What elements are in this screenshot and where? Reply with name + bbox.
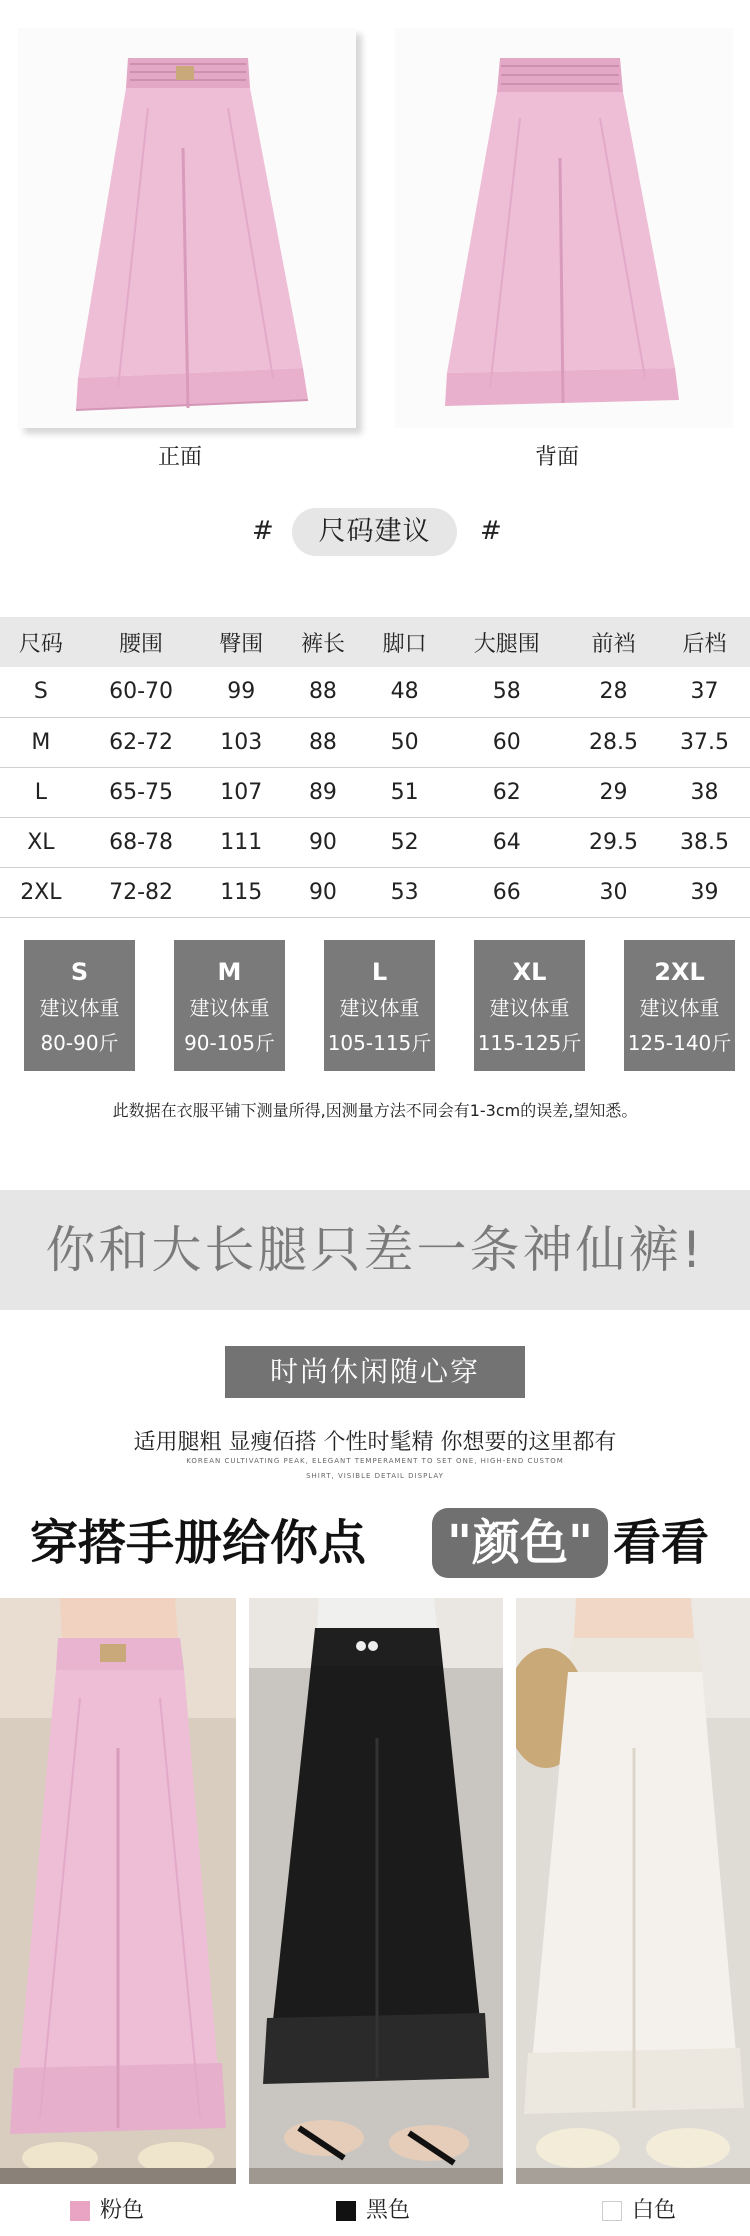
table-cell: 89 (308, 779, 337, 805)
weight-box-2xl (624, 940, 735, 1071)
table-row (0, 817, 750, 867)
table-cell: 38 (690, 779, 719, 805)
table-cell: 50 (390, 729, 419, 755)
style-tiny-text: SHIRT, VISIBLE DETAIL DISPLAY (306, 1472, 444, 1480)
table-cell: 88 (308, 729, 337, 755)
table-cell: L (34, 779, 47, 805)
style-description: 适用腿粗 显瘦佰搭 个性时髦精 你想要的这里都有 (133, 1430, 617, 1455)
slogan-banner: 你和大长腿只差一条神仙裤! (0, 1190, 750, 1310)
table-cell: 29 (599, 779, 628, 805)
white-chip (602, 2201, 622, 2221)
table-cell: 88 (308, 679, 337, 705)
black-model-photo (249, 1598, 503, 2184)
table-cell: 58 (492, 679, 521, 705)
swatch-label: 黑色 (366, 2198, 411, 2223)
weight-box-l (324, 940, 435, 1071)
weight-size: 2XL (654, 958, 705, 986)
table-cell: 53 (390, 879, 419, 905)
weight-size: XL (512, 958, 547, 986)
weight-size: S (70, 958, 89, 986)
weight-range: 115-125斤 (477, 1031, 582, 1055)
table-cell: M (31, 729, 51, 755)
style-tag: 时尚休闲随心穿 (225, 1346, 525, 1398)
front-view-label: 正面 (157, 445, 202, 470)
hash-left: # (252, 516, 274, 546)
size-section-title: 尺码建议 (292, 508, 457, 556)
table-cell: 68-78 (109, 829, 174, 855)
back-view-image (395, 28, 733, 428)
color-heading (0, 1508, 750, 1578)
table-cell: 99 (227, 679, 256, 705)
table-cell: 115 (220, 879, 263, 905)
style-tiny-text: KOREAN CULTIVATING PEAK, ELEGANT TEMPERAMENT TO SET ONE, HIGH-END CUSTOM (186, 1457, 564, 1465)
table-cell: 62 (492, 779, 521, 805)
weight-label: 建议体重 (489, 996, 570, 1020)
table-cell: 28.5 (589, 729, 638, 755)
table-row (0, 717, 750, 767)
table-row (0, 667, 750, 717)
table-cell: 90 (308, 829, 337, 855)
table-cell: 62-72 (109, 729, 174, 755)
table-cell: 37.5 (680, 729, 729, 755)
table-cell: 60 (492, 729, 521, 755)
header-cell: 脚口 (382, 631, 427, 657)
white-model-photo (516, 1598, 750, 2184)
header-cell: 大腿围 (473, 631, 540, 657)
back-view-label: 背面 (534, 445, 579, 470)
table-cell: 60-70 (109, 679, 174, 705)
table-cell: XL (27, 829, 55, 855)
color-swatches (0, 2196, 750, 2226)
weight-range: 125-140斤 (627, 1031, 732, 1055)
pink-chip (70, 2201, 90, 2221)
table-row (0, 767, 750, 817)
hash-right: # (480, 516, 502, 546)
table-cell: 37 (690, 679, 719, 705)
table-cell: 65-75 (109, 779, 174, 805)
weight-box-s (24, 940, 135, 1071)
black-chip (336, 2201, 356, 2221)
size-table (0, 617, 750, 918)
weight-size: M (217, 958, 242, 986)
table-cell: 72-82 (109, 879, 174, 905)
table-cell: 64 (492, 829, 521, 855)
size-table-header-row (0, 617, 750, 667)
table-row (0, 867, 750, 917)
header-cell: 尺码 (18, 631, 63, 657)
header-cell: 前裆 (591, 631, 636, 657)
header-cell: 腰围 (119, 631, 164, 657)
table-cell: S (33, 679, 48, 705)
table-cell: 51 (390, 779, 419, 805)
weight-size: L (371, 958, 388, 986)
weight-range: 105-115斤 (327, 1031, 432, 1055)
color-heading-highlight: "颜色" (432, 1508, 608, 1578)
weight-range: 90-105斤 (184, 1031, 275, 1055)
table-cell: 39 (690, 879, 719, 905)
table-cell: 2XL (20, 879, 62, 905)
table-cell: 29.5 (589, 829, 638, 855)
weight-label: 建议体重 (639, 996, 720, 1020)
color-heading-left: 穿搭手册给你点 (30, 1515, 367, 1571)
front-view-image (18, 28, 356, 428)
swatch-label: 粉色 (100, 2198, 145, 2223)
header-cell: 臀围 (219, 631, 264, 657)
table-cell: 28 (599, 679, 628, 705)
weight-recommendations (0, 940, 750, 1072)
table-cell: 90 (308, 879, 337, 905)
table-cell: 111 (220, 829, 263, 855)
table-cell: 38.5 (680, 829, 729, 855)
measurement-note: 此数据在衣服平铺下测量所得,因测量方法不同会有1-3cm的误差,望知悉。 (112, 1101, 638, 1120)
table-cell: 30 (599, 879, 628, 905)
table-cell: 107 (220, 779, 263, 805)
table-cell: 48 (390, 679, 419, 705)
weight-label: 建议体重 (339, 996, 420, 1020)
pink-model-photo (0, 1598, 236, 2184)
table-cell: 52 (390, 829, 419, 855)
weight-label: 建议体重 (189, 996, 270, 1020)
weight-range: 80-90斤 (40, 1031, 119, 1055)
header-cell: 后档 (682, 631, 727, 657)
weight-box-m (174, 940, 285, 1071)
product-views (0, 0, 750, 470)
weight-box-xl (474, 940, 585, 1071)
table-cell: 66 (492, 879, 521, 905)
weight-label: 建议体重 (39, 996, 120, 1020)
size-section-heading (0, 508, 750, 558)
swatch-label: 白色 (632, 2198, 677, 2223)
model-photos (0, 1598, 750, 2184)
table-cell: 103 (220, 729, 263, 755)
color-heading-right: 看看 (613, 1515, 710, 1571)
header-cell: 裤长 (300, 631, 345, 657)
